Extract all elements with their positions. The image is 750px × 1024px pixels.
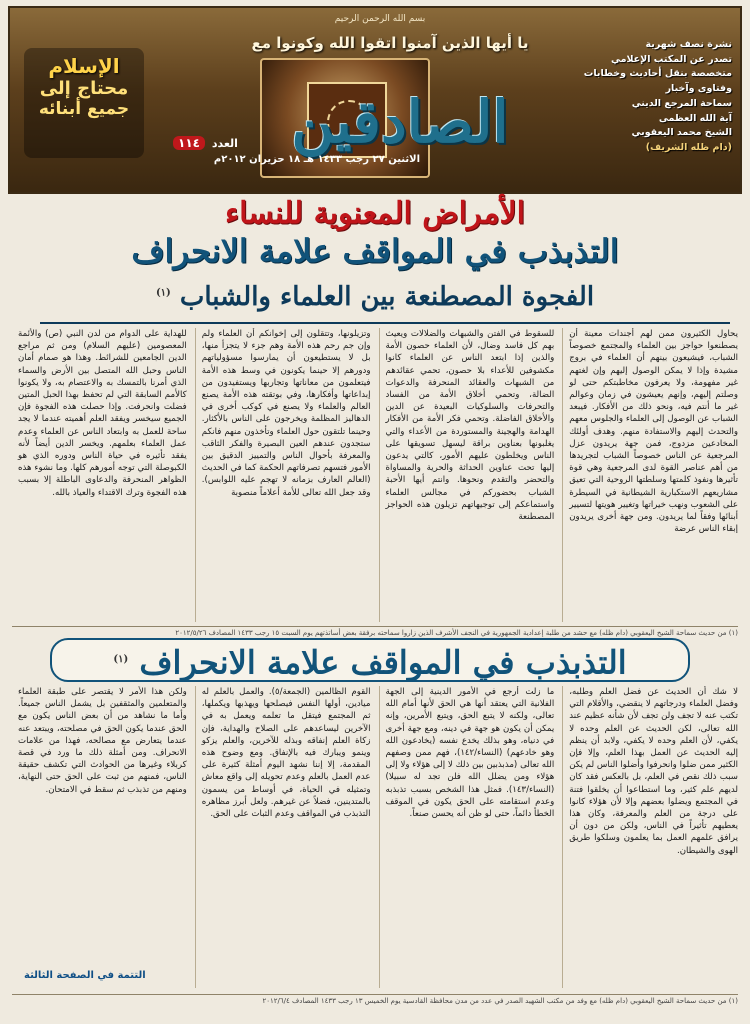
islam-slogan-badge <box>24 48 144 158</box>
info-line: تصدر عن المكتب الإعلامي <box>610 53 732 65</box>
continued-note: التتمة في الصفحة الثالثة <box>24 970 146 981</box>
info-line: متخصصة بنقل أحاديث وخطابات <box>583 68 732 80</box>
info-line: وفتاوى وآخبار <box>665 83 732 95</box>
slogan-line: جميع أبنائه <box>38 99 130 119</box>
info-line: سماحة المرجع الديني <box>631 97 732 109</box>
headline-women-ailments: الأمراض المعنوية للنساء <box>225 196 525 231</box>
masthead <box>8 6 742 194</box>
issue-number: ١١٤ <box>173 136 205 150</box>
issue-label <box>170 136 238 150</box>
issue-date: الاثنين ٢٧ رجب ١٤٣٣ هـ ١٨ حزيران ٢٠١٢م <box>213 154 420 165</box>
headline-gap <box>8 282 742 320</box>
article-column: ما زلت أرجع في الأمور الدينية إلى الجهة الفلانية التي يعتقد أنها هي الحق لأنها أمام الله تعالى، ولكنه لا يتبع الحق، ويتبع الأمرين، وإنه يمكن أن يكون هو جهة في دينه، ومع جهة أخرى في دنياه، وهو بذلك يخدع نفسه (يخادعون الله وهو خادعهم) (النساء/١٤٢)، فهم ممن وصفهم الله تعالى (مذبذبين بين ذلك لا إلى هؤلاء ولا إلى هؤلاء ومن يضلل الله فلن تجد له سبيلا) (النساء/١٤٣). فمثل هذا الشخص بسبب تذبذبه وعدم استقامته على الحق يكون في الموقف الخطأ دائماً، حتى لو ظن أنه يحسن صنعاً. <box>379 686 555 988</box>
article-column: للسقوط في الفتن والشبهات والضلالات ويعيث بهم كل فاسد وضال، لأن العلماء حصون الأمة والذين إذا ابتعد الناس عن العلماء كانوا مكشوفين للأعداء بلا حصون، تحمي عقائدهم من الشبهات والعقائد المنحرفة والدعوات الضالة، وتحمي أخلاق الأمة من الفساد والتحرفات والسلوكيات البعيدة عن الدين والأخلاق الفاضلة. وتحمي فكر الأمة من الأفكار الهدامة والهجينة والمستوردة من الأعداء والتي يغلبونها بعناوين براقة ليسهل تسويقها على الناس ويخلطون عليهم الأمور، كالتي يدعون إليها تحت عناوين الحداثة والحرية والمساواة والتحضر والتقدم ونحوها. وانتم أيها الأحبة الشباب بحضوركم في مجالس العلماء واستماعكم إلى توجيهاتهم تزيلون هذه الحواجز المصطنعة <box>379 328 555 622</box>
info-line: (دام ظله الشريف) <box>645 142 732 154</box>
footnote: (١) من حديث سماحة الشيخ اليعقوبي (دام ظله) مع وفد من مكتب الشهيد الصدر في عدد من مدن محافظة القادسية يوم الخميس ١٣ رجب ١٤٣٣ المصادف ٢٠١٢/٦/٤ <box>12 994 738 1005</box>
headline-gap-text: الفجوة المصطنعة بين العلماء والشباب <box>179 282 595 312</box>
headline-wavering: التذبذب في المواقف علامة الانحراف <box>131 232 619 270</box>
info-line: آية الله العظمى <box>658 112 732 124</box>
article-column: للهداية على الدوام من لدن النبي (ص) والأئمة المعصومين (عليهم السلام) ومن ثم مراجع الدين الجامعين للشرائط. وهذا هو صمام أمان الناس وحبل الله المتصل بين الأرض والسماء الذي أمرنا بالتمسك به والاعتصام به، ولا يكونوا كالأمم السابقة التي لم تحفظ بهذا الحبل المتين فضلت وانحرفت. وإذا حصلت هذه الفجوة فإن الجميع سيخسر ويفقد العلم أهميته عندما لا يجد ساحة للعمل به وابتعاد الناس عن العلماء وعدم عمل العلماء بعلمهم. ويخسر الدين أيضاً لأنه يفقد تأثيره في حياة الناس ودوره الذي هو الكبوصلة التي توجه أمورهم كلها. وما نشوء هذه الظواهر المنحرفة والدعاوى الباطلة إلا بسبب هذه الفجوة وترك الاقتداء والعياذ بالله. <box>18 329 187 498</box>
article-gap <box>12 328 738 622</box>
section-title-note: (١) <box>113 654 129 665</box>
article-column: القوم الظالمين (الجمعة/٥). والعمل بالعلم له ميادين، أولها النفس فيصلحها ويهذبها ويكملها، ثم المجتمع فيتقل ما تعلمه ويعمل به في الآخرين ليساعدهم على الصلاح والهداية، فإن زكاة العلم إنفاقه وبذله للآخرين، والعلم يزكو وينمو ويبارك فيه بالإنفاق. ومع وضوح هذه المقدمة، إلا إننا نشهد اليوم أمثلة كثيرة على عدم العمل بالعلم وعدم تحويله إلى واقع معاش وتمثيله في الحياة، في أوساط من يسمون بالمتدينين، فضلاً عن غيرهم. ولعل أبرز مظاهره التذبذب في المواقف وعدم الثبات على الحق. <box>195 686 371 988</box>
slogan-line: محتاج إلى <box>39 78 129 99</box>
info-line: الشيخ محمد اليعقوبي <box>631 127 732 139</box>
newspaper-title: الصادقين <box>291 88 509 156</box>
article-column: لا شك أن الحديث عن فضل العلم وطلبه، وفضل العلماء ودرجاتهم لا ينقضي، والأقلام التي تكتب عنه لا تجف ولن تجف لأن شأنه عظيم عند الله تعالى، لكن الحديث عن العلم وحده لا يكفي، لأن العلم وحده لا يكفي، ولابد أن ينظم إليه الحديث عن العمل بهذا العلم، وإلا فإن الكثير ممن ضلوا وانحرفوا وأضلوا الناس لم يكن سبب ذلك نقص في العلم، بل بالعكس فقد كان لديهم علم كثير، وما استطاعوا أن يخلقوا فتنة في المجتمع ويضلوا بعضهم وإلا لأن هؤلاء كانوا على درجة من العلم والمعرفة، وكان هذا يعطيهم تأثيراً في الناس، ولكن من دون أن يرافق علمهم العمل بما يعلمون وسلكوا طريق الهوى والشيطان. <box>562 686 738 988</box>
info-line: نشرة نصف شهرية <box>645 39 732 50</box>
section-title-wavering <box>50 638 690 682</box>
slogan-line: الإسلام <box>48 54 120 78</box>
article-column: وتزيلونها، وتتقلون إلى إخوانكم أن العلماء ولم وإن جم رحم هذه الأمة وهم جزء لا يتجزأ منها، بل لا يستطيعون أن يمارسوا مسؤولياتهم ودورهم إلا حينما يكونون في وسط هذه الأمة فيتعلمون من معاناتها وتجاربها ويستفيدون من إبداعاتها وأفكارها، وفي بوتقته هذه الأمة يصنع العالم والعلماء ولا يصنع في كوكب أخرى في الدهاليز المظلمة ويخرجون على الناس بالأكثار. وحينما تلتقون حول العلماء وتأخذون منهم فانكم ستجدون عندهم العين البصيرة والفكر الثاقب والمعرفة بأحوال الناس والتمييز الدقيق بين الأمور فتسهم تصرفاتهم الحكمة كما في الحديث (العالم العارف بزمانه لا تهجم عليه اللوابس). وقد جعل الله تعالى للأمة أعلاماً منصوبة <box>195 328 371 622</box>
section-title-text: التذبذب في المواقف علامة الانحراف <box>139 643 627 682</box>
divider <box>40 322 730 324</box>
article-wavering <box>12 686 738 988</box>
footnote: (١) من حديث سماحة الشيخ اليعقوبي (دام ظله) مع حشد من طلبة إعدادية الجمهورية في النجف الأشرف الذين زاروا سماحته برفقة بعض أساتذتهم يوم السبت ١٥ رجب ١٤٣٣ المصادف ٢٠١٢/٥/٢٦ <box>12 626 738 637</box>
bismillah: بسم الله الرحمن الرحيم <box>334 14 426 24</box>
article-column: ولكن هذا الأمر لا يقتصر على طبقة العلماء والمتعلمين والمثقفين بل يشمل الناس جميعاً. وأما ما نشاهد من أن بعض الناس يكون مع الحق عندما يكون الحق في مصلحته، ويبتعد عنه عندما يتعارض مع مصالحه، فهذا من علامات الانحراف. ومن أمثلة ذلك ما ورد في قصة كربلاء وغيرها من الحوادث التي تكشف حقيقة الناس، فمنهم من ثبت على الحق حتى النهاية، ومنهم من تذبذب ثم سقط في الامتحان. <box>18 687 187 795</box>
issue-text: العدد <box>211 137 238 150</box>
headline-gap-note: (١) <box>155 287 171 299</box>
ayah-text: يا أيها الذين آمنوا اتقوا الله وكونوا مع <box>251 34 529 52</box>
article-column: يحاول الكثيرون ممن لهم أجندات معينة أن يصطنعوا حواجز بين العلماء والمجتمع خصوصاً الشباب، فيشيعون بينهم أن العلماء في بروج مشيدة وإذا لا يمكن الوصول إليهم وإن لغتهم غير مفهومة، ولا يعرفون مخاطبتكم حتى لو وصلتم إليهم، وإنهم يعيشون في زمان وعوالم غير ما أنتم فيه، ونحو ذلك من الأفكار. فيبعد الشباب عن الوصول إلى العلماء والجلوس معهم والتحدث إليهم والاستفادة منهم. وهدف أولئك المخادعين مزدوج، فمن جهة يريدون عزل المرجعية عن الناس خصوصاً الشباب لتجريدها من أهم عناصر القوة لدى المرجعية وهي قوة تأثيرها ونفوذ كلمتها وسلطتها الروحية التي تعيق مشاريعهم الاستكبارية الشيطانية في السيطرة على الشعوب ونهب خيراتها وتغيير هويتها لتسيير أبنائها وفقاً لما يريدون. ومن جهة أخرى يريدون إبقاء الناس عرضة <box>562 328 738 622</box>
